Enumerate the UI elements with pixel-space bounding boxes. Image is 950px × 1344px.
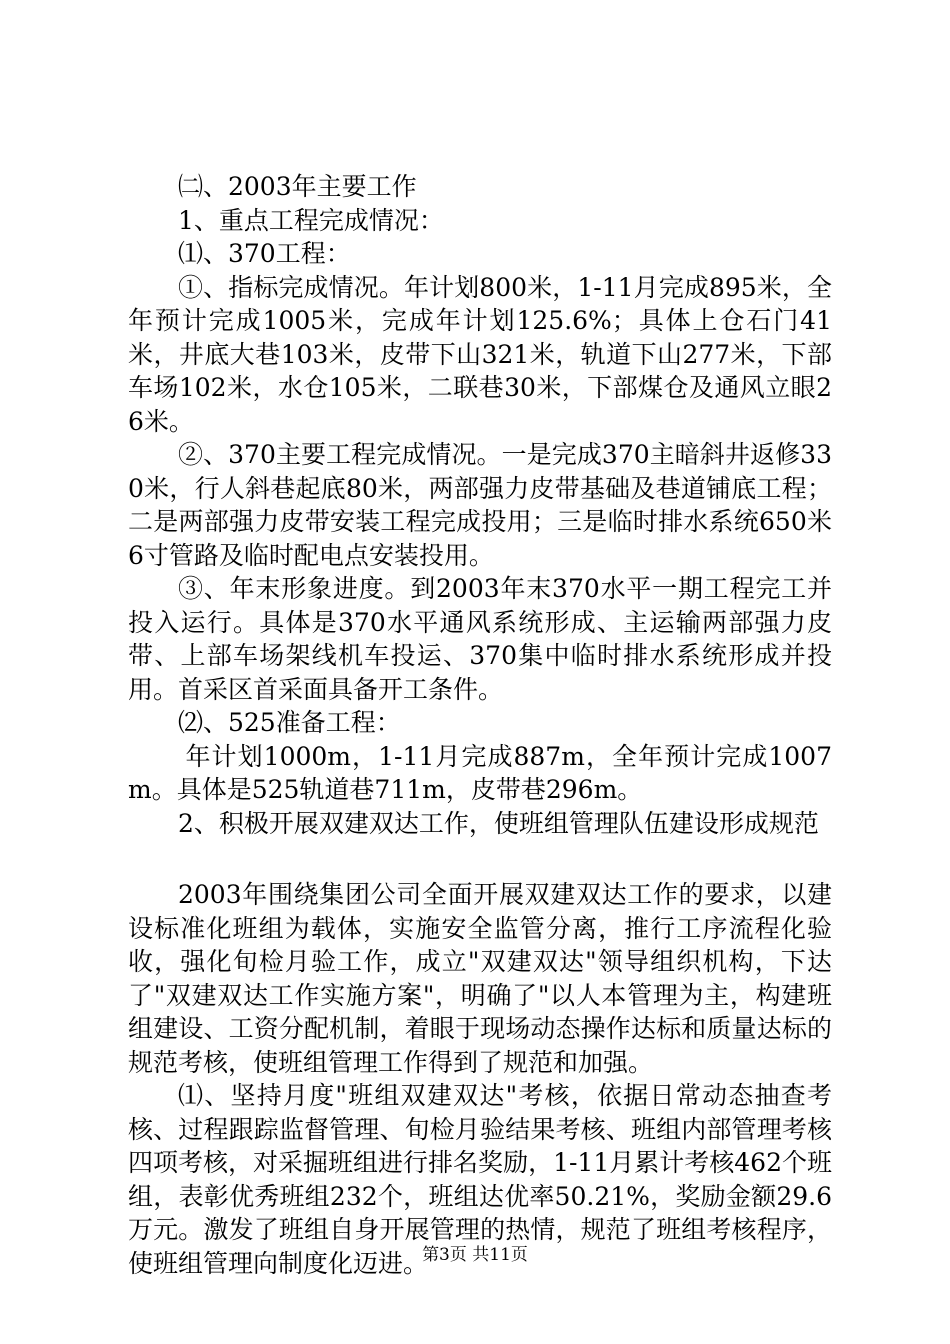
document-body — [128, 170, 832, 1280]
paragraph-main-project-completion: ②、370主要工程完成情况。一是完成370主暗斜井返修330米，行人斜巷起底80米，两部强力皮带基础及巷道铺底工程；二是两部强力皮带安装工程完成投用；三是临时排水系统650米6寸管路及临时配电点安装投用。 — [128, 440, 832, 570]
item-heading: ⑴、370工程： — [178, 239, 351, 268]
item-heading: ⑵、525准备工程： — [178, 708, 401, 737]
page-footer: 第3页 共11页 — [422, 1245, 528, 1265]
subsection-heading: 1、重点工程完成情况： — [178, 205, 444, 235]
paragraph-team-building: 2003年围绕集团公司全面开展双建双达工作的要求，以建设标准化班组为载体，实施安全监管分离，推行工序流程化验收，强化旬检月验工作，成立"双建双达"领导组织机构，下达了"双建双达工作实施方案"，明确了"以人本管理为主，构建班组建设、工资分配机制，着眼于现场动态操作达标和质量达标的规范考核，使班组管理工作得到了规范和加强。 — [128, 880, 832, 1077]
paragraph-monthly-assessment: ⑴、坚持月度"班组双建双达"考核，依据日常动态抽查考核、过程跟踪监督管理、旬检月验结果考核、班组内部管理考核四项考核，对采掘班组进行排名奖励，1-11月累计考核462个班组，表彰优秀班组232个，班组达优率50.21%，奖励金额29.6万元。激发了班组自身开展管理的热情，规范了班组考核程序，使班组管理向制度化迈进。 — [128, 1081, 832, 1278]
paragraph-gap — [128, 840, 832, 878]
paragraph-525-plan: 年计划1000m，1-11月完成887m，全年预计完成1007m。具体是525轨道巷711m，皮带巷296m。 — [128, 741, 832, 804]
paragraph-indicator-completion: ①、指标完成情况。年计划800米，1-11月完成895米，全年预计完成1005米，完成年计划125.6%；具体上仓石门41米，井底大巷103米，皮带下山321米，轨道下山277米，下部车场102米，水仓105米，二联巷30米，下部煤仓及通风立眼26米。 — [128, 272, 832, 436]
section-heading: ㈡、2003年主要工作 — [178, 172, 417, 201]
paragraph-year-end-progress: ③、年末形象进度。到2003年末370水平一期工程完工并投入运行。具体是370水平通风系统形成、主运输两部强力皮带、上部车场架线机车投运、370集中临时排水系统形成并投用。首采区首采面具备开工条件。 — [128, 574, 832, 704]
subsection-heading: 2、积极开展双建双达工作，使班组管理队伍建设形成规范 — [178, 808, 819, 838]
